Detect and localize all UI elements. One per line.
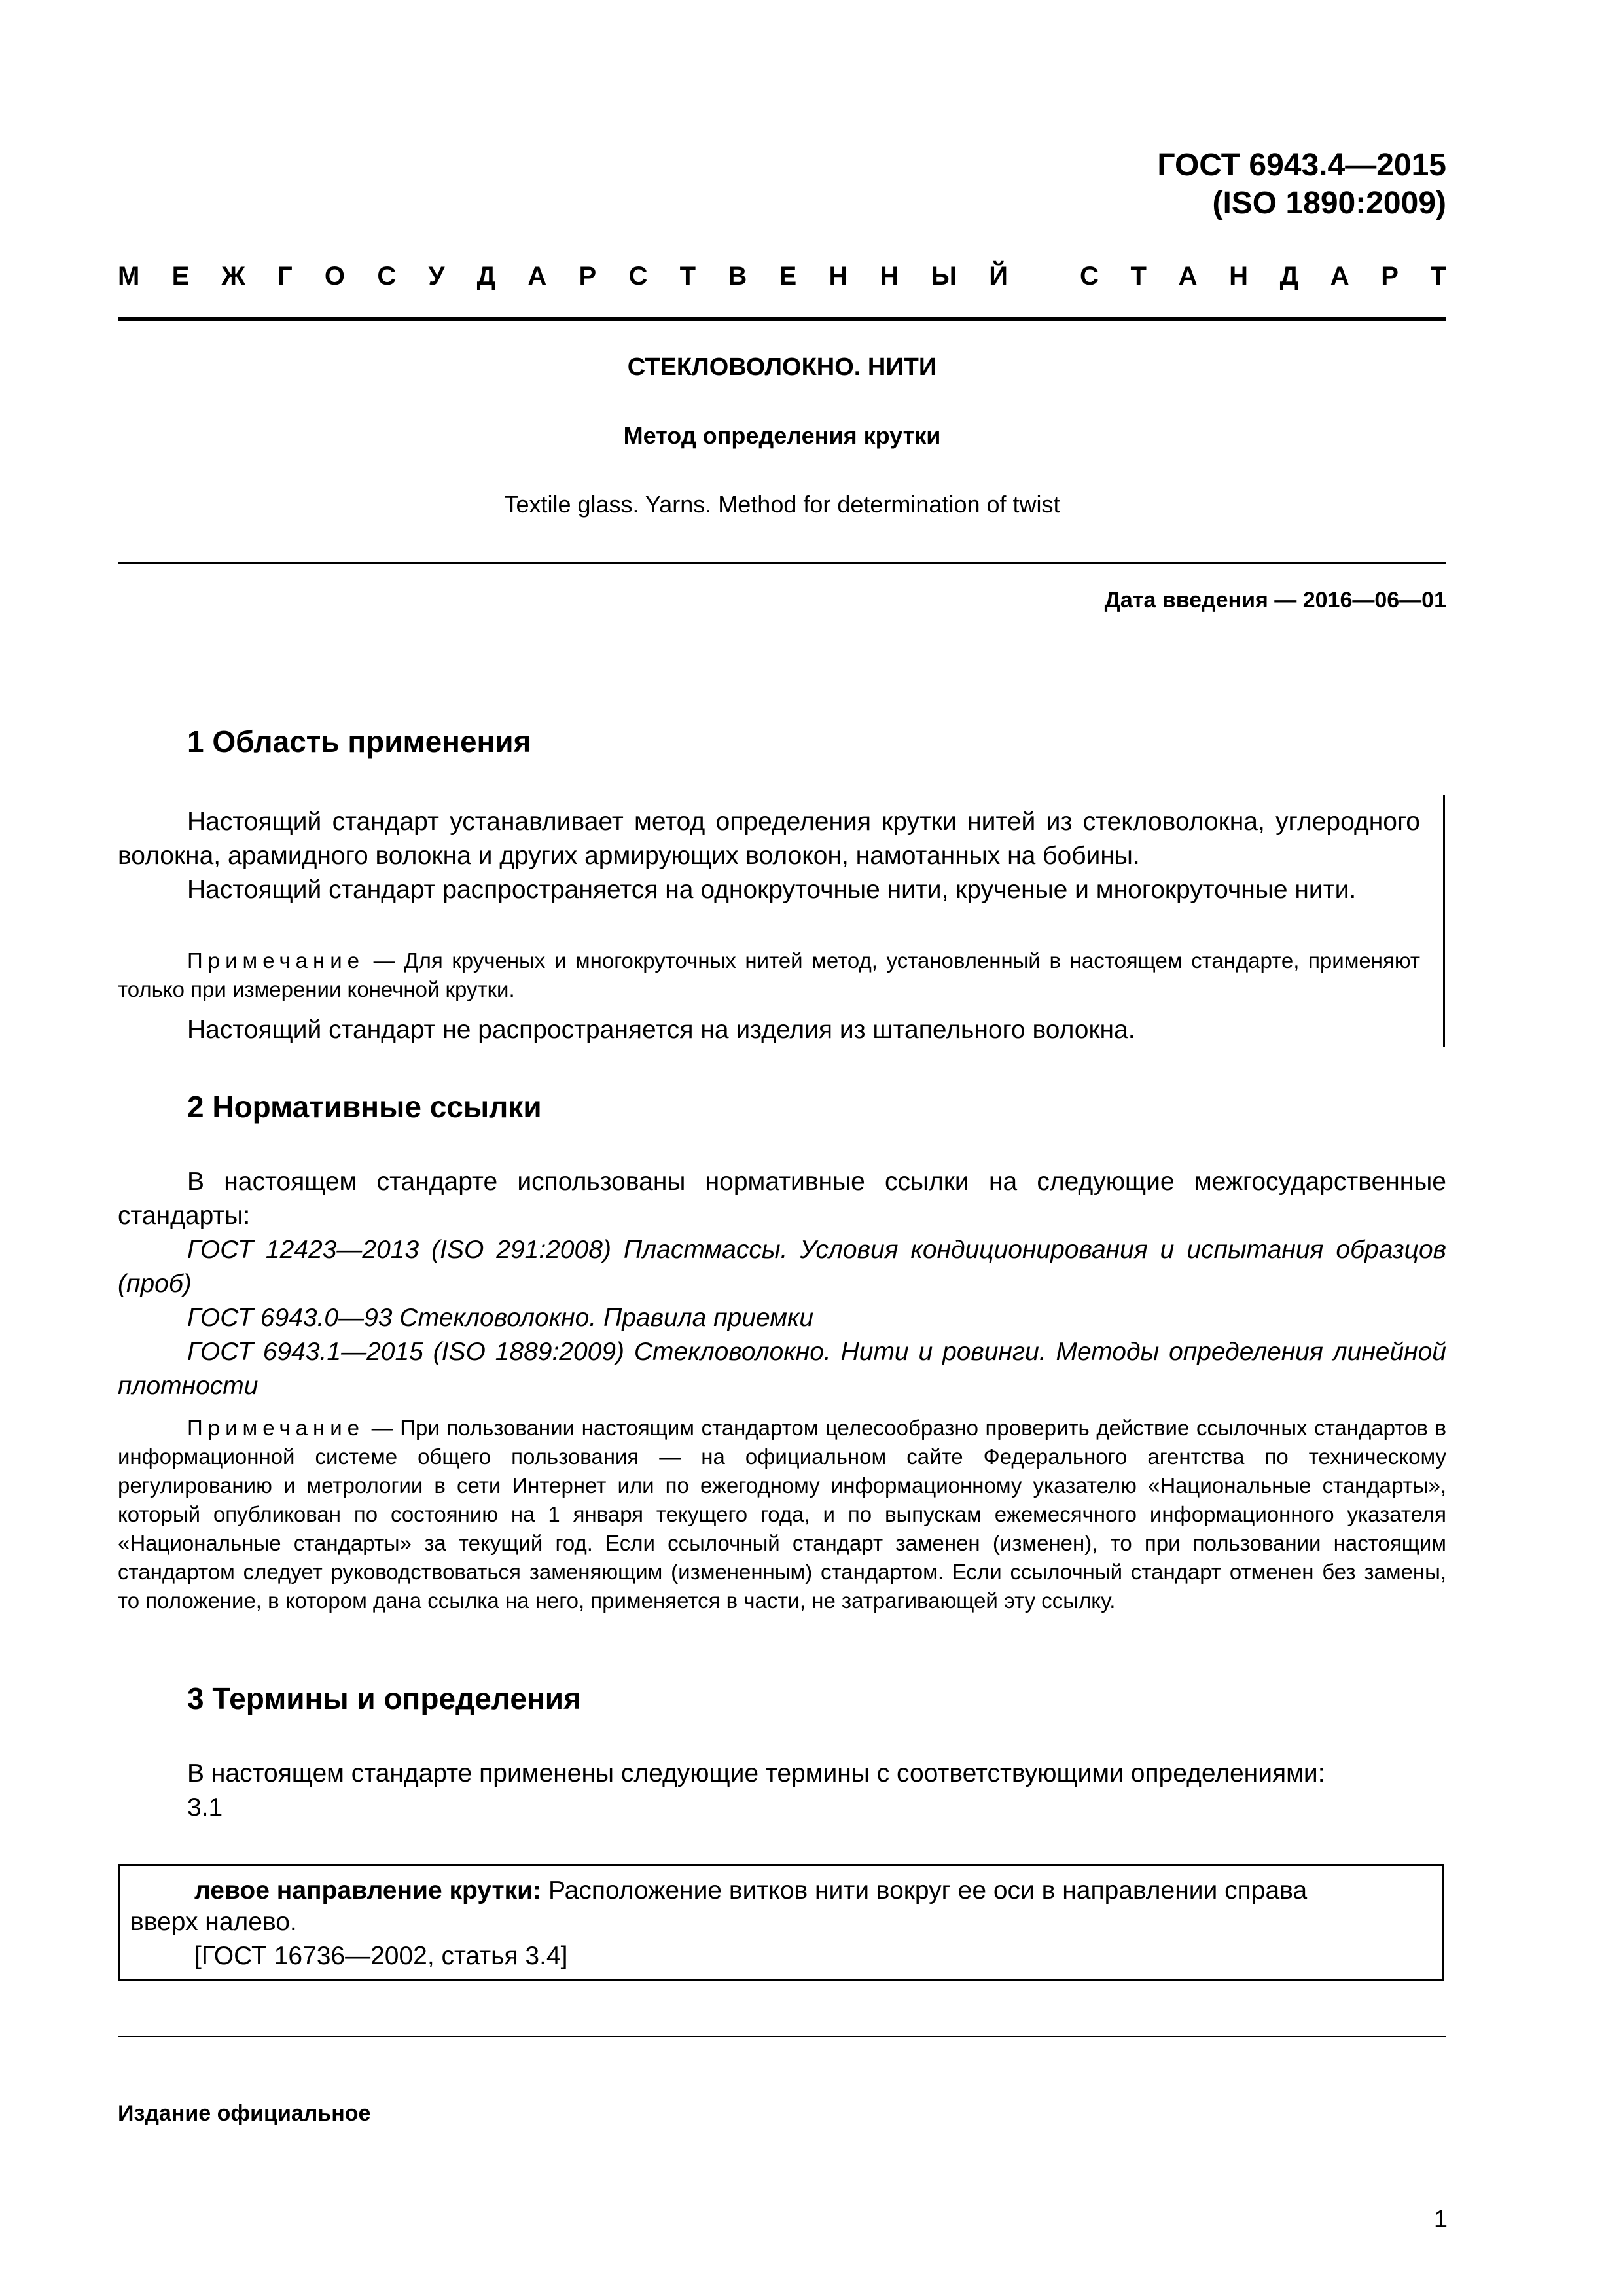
banner-word-2 (1080, 262, 1446, 291)
section-3-paragraph-1: В настоящем стандарте применены следующие термины с соответствующими определениями: (187, 1759, 1325, 1787)
banner-letter: Д (1279, 262, 1299, 291)
change-bar (1443, 795, 1445, 1047)
note-text: — При пользовании настоящим стандартом целесообразно проверить действие ссылочных стандартов в информационной системе общего пользования — на официальном сайте Федерального агентства по техническому регулированию и метрологии в сети Интернет или по ежегодному информационному указателю «Национальные стандарты», который опубликован по состоянию на 1 января текущего года, и по выпускам ежемесячного информационного указателя «Национальные стандарты» за текущий год. Если ссылочный стандарт заменен (изменен), то при пользовании настоящим стандартом следует руководствоваться заменяющим (измененным) стандартом. Если ссылочный стандарт отменен без замены, то положение, в котором дана ссылка на него, применяется в части, не затрагивающей эту ссылку. (118, 1416, 1446, 1613)
banner-letter: Р (1381, 262, 1399, 291)
section-1-paragraph-3: Настоящий стандарт не распространяется на изделия из штапельного волокна. (187, 1016, 1135, 1044)
term-definition-line (194, 1874, 1439, 1908)
banner-letter: А (1330, 262, 1349, 291)
banner-letter: Н (880, 262, 899, 291)
term-source: [ГОСТ 16736—2002, статья 3.4] (194, 1942, 568, 1970)
banner-letter: С (628, 262, 648, 291)
banner-letter: Н (1229, 262, 1248, 291)
banner-word-1 (118, 262, 1008, 291)
document-subtitle: Метод определения крутки (623, 422, 941, 449)
section-3-heading: 3 Термины и определения (187, 1681, 581, 1715)
term-definition: Расположение витков нити вокруг ее оси в направлении справа (541, 1876, 1308, 1905)
normative-reference-2: ГОСТ 6943.0—93 Стекловолокно. Правила приемки (187, 1304, 814, 1332)
banner-letter: Т (679, 262, 696, 291)
section-2-paragraph-1: В настоящем стандарте использованы нормативные ссылки на следующие межгосударственные стандарты: (118, 1168, 1446, 1230)
section-1-paragraph-2: Настоящий стандарт распространяется на однокруточные нити, крученые и многокруточные нити. (187, 876, 1357, 904)
section-1-heading: 1 Область применения (187, 725, 531, 759)
banner-letter: М (118, 262, 140, 291)
banner-letter: Р (579, 262, 597, 291)
section-1-paragraph-1: Настоящий стандарт устанавливает метод определения крутки нитей из стекловолокна, углеродного волокна, арамидного волокна и других армирующих волокон, намотанных на бобины. (118, 808, 1420, 870)
banner-letter: Д (476, 262, 496, 291)
title-rule (118, 562, 1446, 564)
page-number: 1 (1433, 2206, 1448, 2233)
document-title: СТЕКЛОВОЛОКНО. НИТИ (627, 353, 937, 381)
banner-letter: С (1080, 262, 1099, 291)
term-name: левое направление крутки: (194, 1876, 542, 1905)
banner-letter: А (1178, 262, 1198, 291)
banner-letter: Т (1430, 262, 1446, 291)
header-rule (118, 317, 1446, 321)
english-title: Textile glass. Yarns. Method for determination of twist (504, 491, 1060, 518)
standard-code (1157, 147, 1446, 223)
official-edition-label: Издание официальное (118, 2101, 371, 2126)
banner-letter: Ж (221, 262, 245, 291)
banner-letter: У (428, 262, 445, 291)
banner-letter: В (728, 262, 747, 291)
standard-code-line1: ГОСТ 6943.4—2015 (1157, 148, 1446, 183)
banner-letter: Ы (931, 262, 957, 291)
banner-letter: Г (277, 262, 293, 291)
banner-letter: С (377, 262, 397, 291)
section-2-note (118, 1414, 1446, 1615)
section-1-note (118, 946, 1420, 1004)
term-definition-box (118, 1864, 1444, 1981)
banner-letter: А (527, 262, 547, 291)
banner-letter: Й (989, 262, 1008, 291)
normative-reference-3: ГОСТ 6943.1—2015 (ISO 1889:2009) Стекловолокно. Нити и ровинги. Методы определения линейной плотности (118, 1338, 1446, 1400)
interstate-standard-banner (118, 262, 1446, 291)
term-number: 3.1 (187, 1793, 223, 1821)
standard-code-line2: (ISO 1890:2009) (1212, 186, 1446, 221)
banner-letter: Н (829, 262, 848, 291)
normative-reference-1: ГОСТ 12423—2013 (ISO 291:2008) Пластмассы. Условия кондиционирования и испытания образцов (проб) (118, 1236, 1446, 1298)
introduction-date: Дата введения — 2016—06—01 (1104, 588, 1446, 613)
banner-letter: Т (1130, 262, 1147, 291)
banner-letter: Е (779, 262, 797, 291)
banner-letter: Е (171, 262, 190, 291)
footer-rule (118, 2036, 1446, 2037)
banner-letter: О (324, 262, 346, 291)
note-text: — Для крученых и многокруточных нитей метод, установленный в настоящем стандарте, применяют только при измерении конечной крутки. (118, 948, 1420, 1001)
note-label: Примечание (187, 948, 365, 973)
note-label: Примечание (187, 1416, 365, 1440)
term-definition-continuation: вверх налево. (130, 1908, 297, 1936)
section-2-heading: 2 Нормативные ссылки (187, 1090, 542, 1124)
